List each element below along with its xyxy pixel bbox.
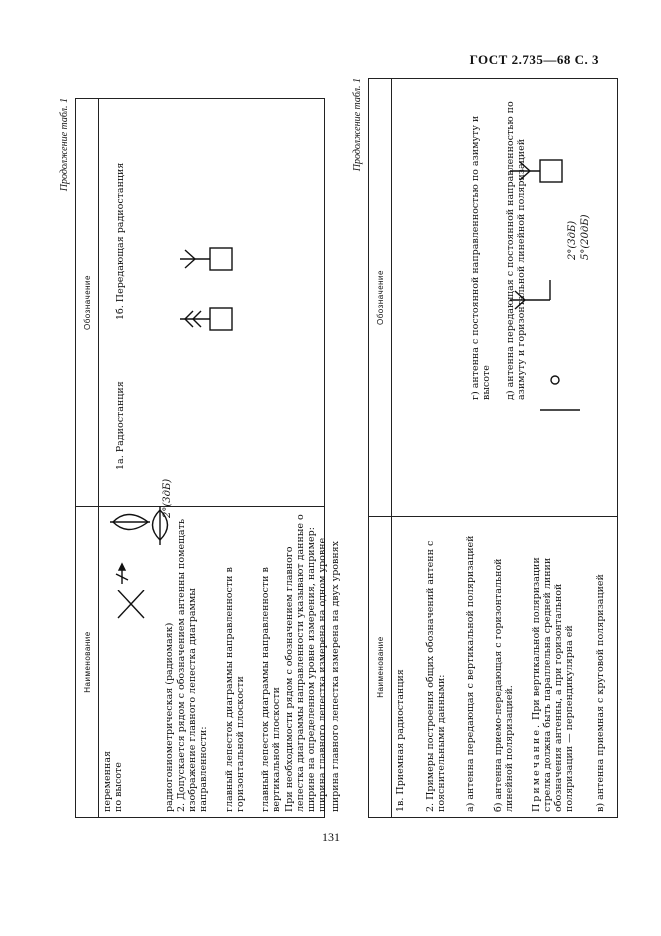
left-row-5: главный лепесток диаграммы направленности в вертикальной плоскости xyxy=(260,567,282,812)
right-row-4: б) антенна приемо-передающая с горизонтальной линейной поляризацией. xyxy=(493,558,515,812)
left-station-symbols xyxy=(145,230,285,340)
left-row-1: переменная по высоте xyxy=(102,751,124,812)
radio-station-icon xyxy=(180,248,232,270)
two-level-label-b: 5°(20дБ) xyxy=(580,214,591,260)
one-level-label: 2°(3дБ) xyxy=(162,478,173,518)
right-row-8: д) антенна передающая с постоянной направленностью по азимуту и горизонтальной линейной поляризацией xyxy=(505,101,527,400)
right-symbols-svg xyxy=(400,120,600,720)
left-row-2: радиогониометрическая (радиомаяк) xyxy=(164,622,175,812)
right-col-symbol-header: Обозначение xyxy=(369,79,392,517)
circular-pol-antenna-icon xyxy=(540,376,580,410)
document-header: ГОСТ 2.735—68 С. 3 xyxy=(469,52,599,67)
note-text: При вертикальной поляризации стрелка должна быть параллельна средней линии обозначения антенны, а при горизонтальной поляризации — перпендикулярна ей xyxy=(531,557,575,812)
left-antenna-column xyxy=(112,590,152,850)
page-number: 131 xyxy=(322,830,340,844)
left-row-4: главный лепесток диаграммы направленности в горизонтальной плоскости xyxy=(224,567,246,812)
left-row-9-wrap xyxy=(115,0,129,320)
right-row-3: а) антенна передающая с вертикальной поляризацией xyxy=(465,535,476,812)
receive-station-icon xyxy=(510,160,562,182)
right-row-1: 1в. Приемная радиостанция xyxy=(395,669,406,812)
right-col-name-header: Наименование xyxy=(369,517,392,818)
right-continuation-label: Продолжение табл. 1 xyxy=(352,78,363,172)
left-row-9: 1б. Передающая радиостанция xyxy=(115,162,126,320)
lobe-with-level xyxy=(130,470,190,560)
left-continuation-label: Продолжение табл. 1 xyxy=(59,98,70,192)
vertical-pol-antenna-icon xyxy=(510,280,550,309)
left-row-8: 1а. Радиостанция xyxy=(115,381,126,470)
right-row-7: г) антенна с постоянной направленностью по азимуту и высоте xyxy=(470,115,492,400)
left-row-3: 2. Допускается рядом с обозначением антенны помещать изображение главного лепестка диаграммы направленности: xyxy=(176,518,209,812)
left-row-7: ширина главного лепестка измерена на двух уровнях xyxy=(330,540,341,812)
two-level-label-a: 2°(3дБ) xyxy=(567,220,578,260)
transmit-station-icon xyxy=(180,308,232,330)
left-col-name-header: Наименование xyxy=(76,507,99,818)
left-row-6: При необходимости рядом с обозначением главного лепестка диаграммы направленности указывают данные о ширине на определенном уровне измерения, например: ширина главного лепестка измерена на одном уровне xyxy=(284,514,328,812)
note-label: Примечание. xyxy=(531,723,542,812)
right-row-2: 2. Примеры построения общих обозначений антенн с пояснительными данными: xyxy=(425,540,447,812)
right-row-6: в) антенна приемная с круговой поляризацией xyxy=(595,574,606,812)
left-col-symbol-header: Обозначение xyxy=(76,99,99,507)
